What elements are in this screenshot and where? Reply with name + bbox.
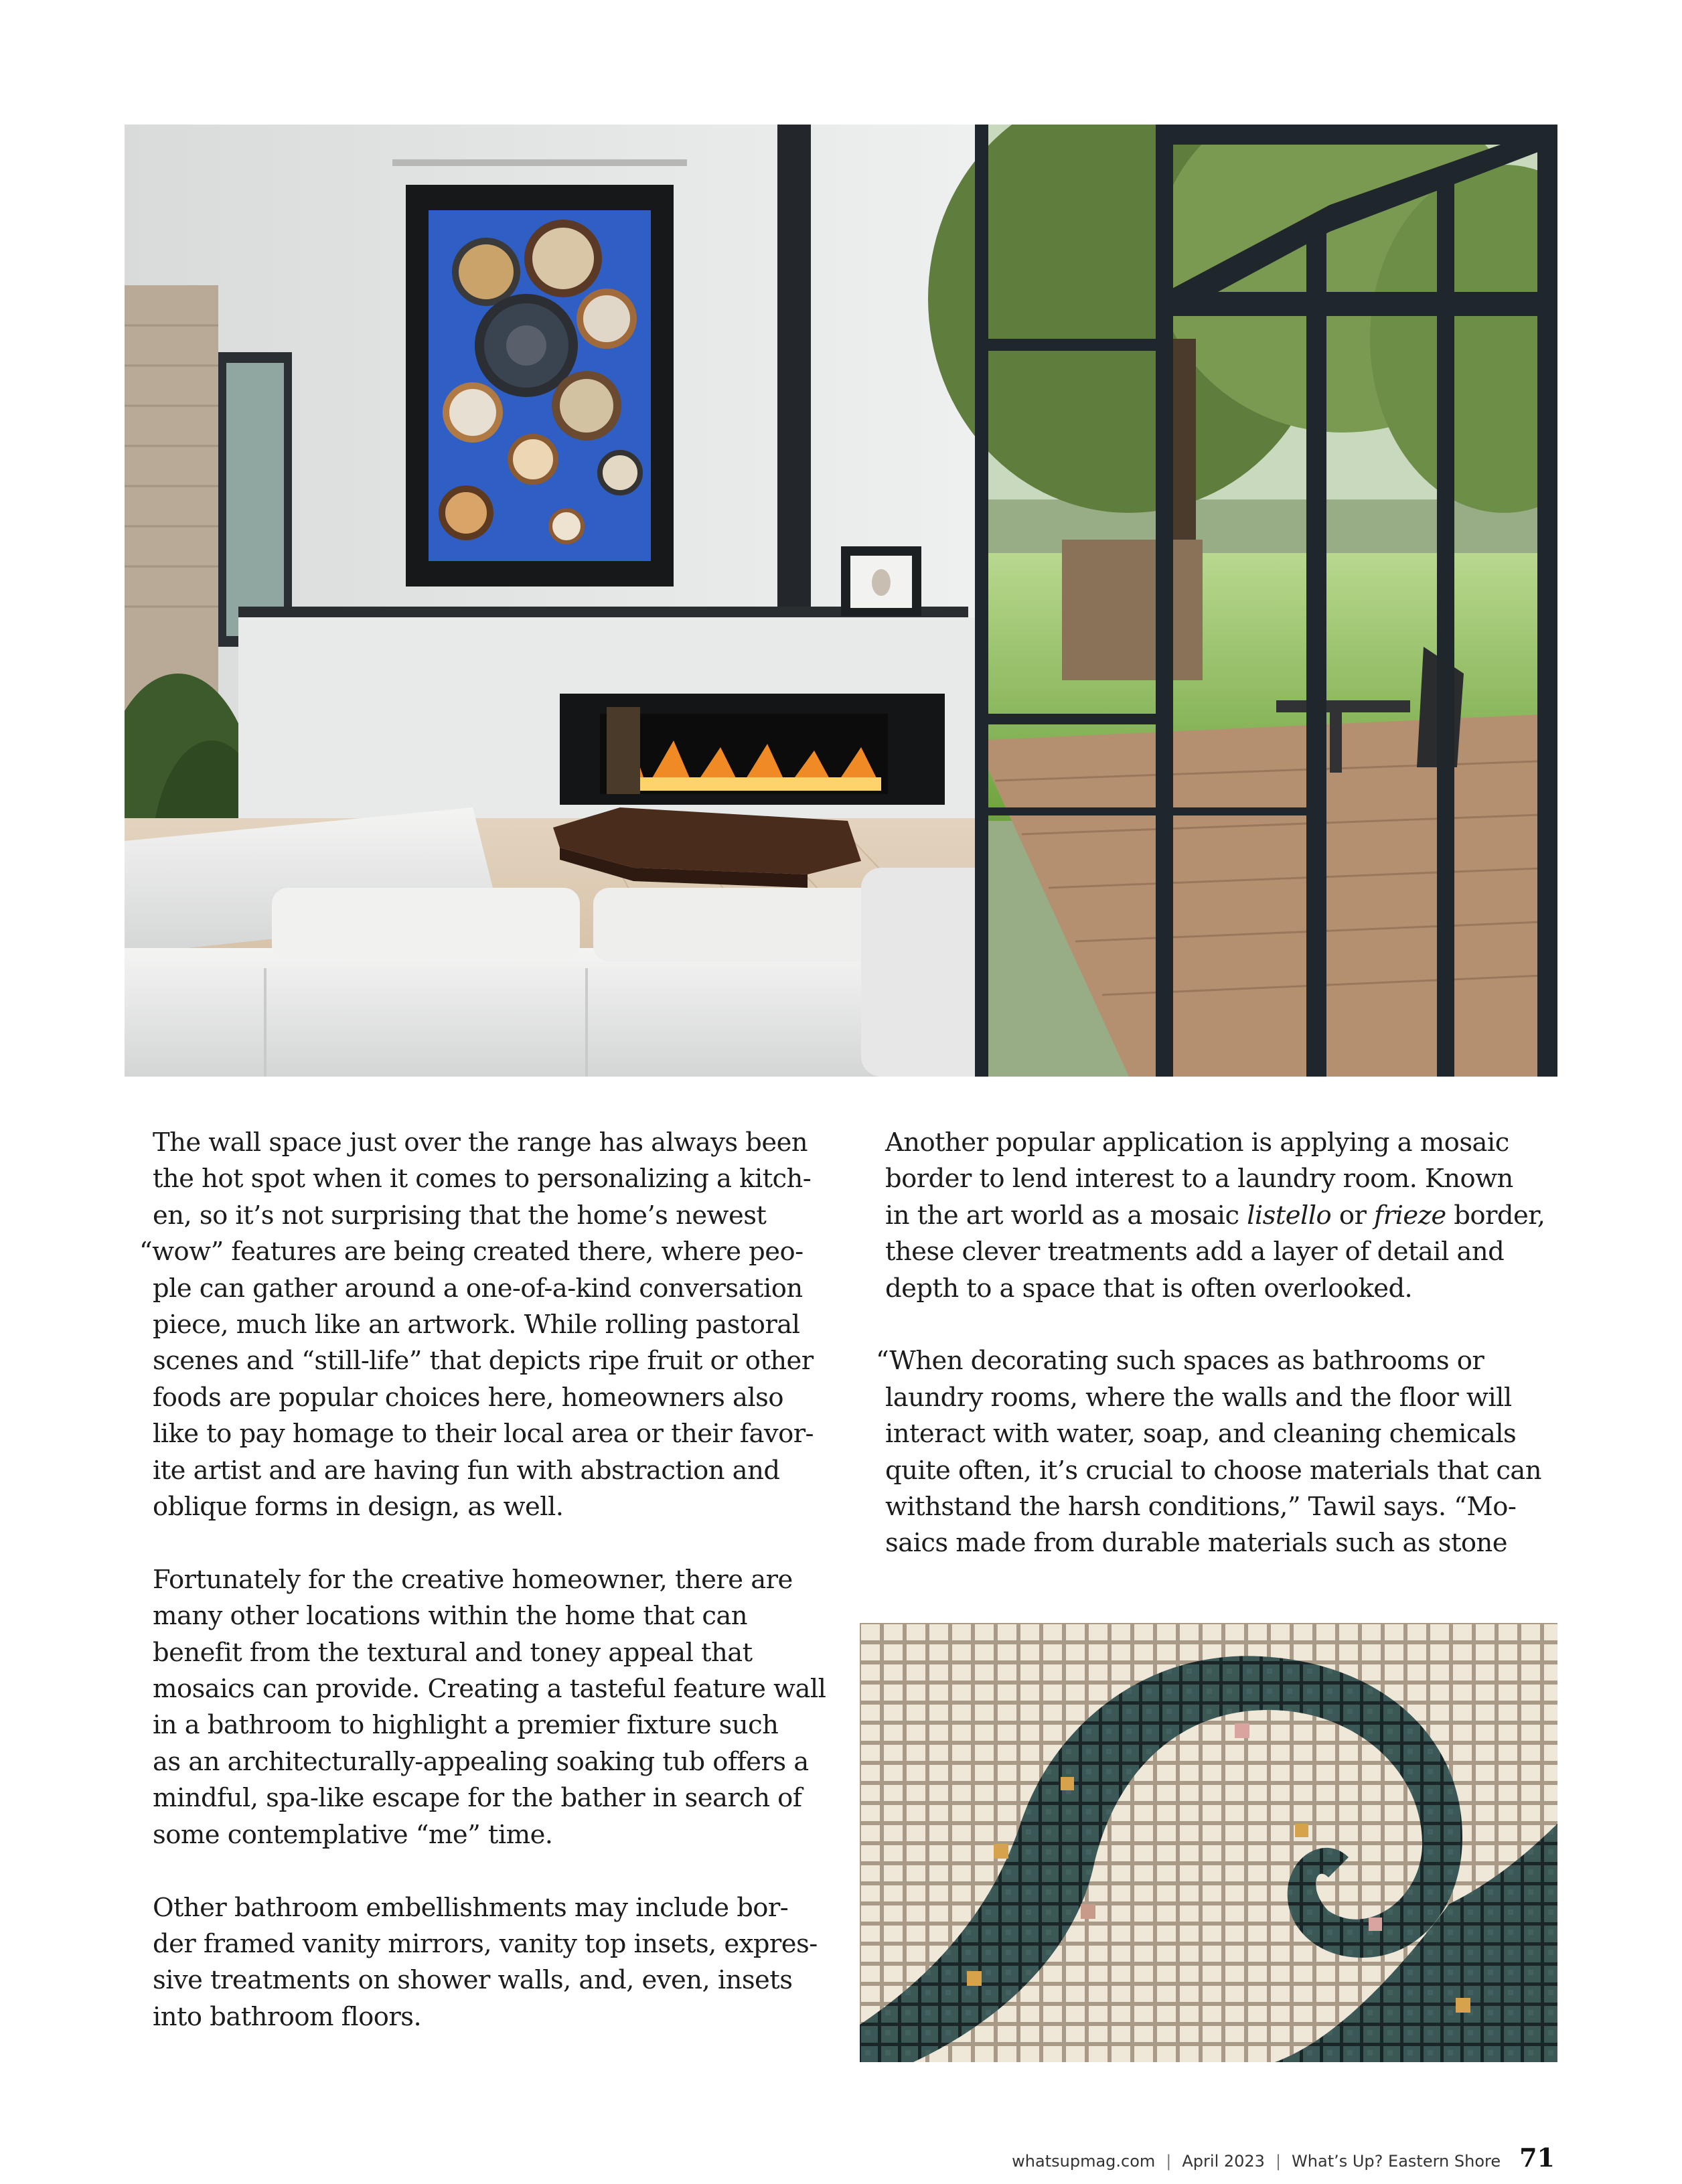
right-text-column [876,1125,1561,1562]
footer-separator: | [1166,2152,1172,2171]
paragraph-laundry-border [885,1125,1561,1307]
living-room-photo [125,125,1557,1077]
text-run: in the art world as a mosaic [885,1200,1247,1231]
text-line: der framed vanity mirrors, vanity top insets, expres- [153,1928,818,1959]
text-line: some contemplative “me” time. [153,1819,553,1850]
text-line: benefit from the textural and toney appeal that [153,1637,753,1668]
text-line: ite artist and are having fun with abstraction and [153,1455,780,1486]
italic-listello: listello [1247,1200,1332,1231]
text-line: piece, much like an artwork. While rolling pastoral [153,1310,800,1340]
text-line: withstand the harsh conditions,” Tawil says. “Mo- [885,1492,1517,1523]
text-line: in a bathroom to highlight a premier fixture such [153,1710,779,1741]
text-line: sive treatments on shower walls, and, even, insets [153,1965,793,1996]
left-text-column [139,1125,829,2035]
text-line: border to lend interest to a laundry room. Known [885,1164,1513,1194]
footer-separator: | [1275,2152,1282,2171]
text-line: as an architecturally-appealing soaking tub offers a [153,1746,809,1777]
living-room-illustration [125,125,1557,1077]
text-line: foods are popular choices here, homeowners also [153,1382,783,1413]
footer-publication: What’s Up? Eastern Shore [1292,2152,1501,2171]
text-line: oblique forms in design, as well. [153,1492,564,1523]
text-line: “When decorating such spaces as bathrooms or [876,1346,1484,1377]
footer-date: April 2023 [1182,2152,1265,2171]
text-line: laundry rooms, where the walls and the floor will [885,1382,1512,1413]
text-line: like to pay homage to their local area or their favor- [153,1419,814,1450]
italic-frieze: frieze [1374,1200,1446,1231]
text-run: or [1331,1200,1375,1231]
text-run: border, [1446,1200,1545,1231]
text-line: ple can gather around a one-of-a-kind conversation [153,1273,803,1304]
wave-mosaic-illustration [860,1623,1557,2062]
text-line: the hot spot when it comes to personalizing a kitch- [153,1164,812,1194]
text-line: saics made from durable materials such as stone [885,1528,1507,1559]
paragraph-other-locations [153,1562,829,1853]
paragraph-bathroom-embellishments [153,1890,829,2036]
paragraph-gap [153,1525,829,1561]
paragraph-tawil-quote [876,1343,1561,1561]
text-line: these clever treatments add a layer of detail and [885,1237,1505,1267]
text-line: many other locations within the home that can [153,1601,748,1632]
text-line: quite often, it’s crucial to choose materials that can [885,1455,1541,1486]
text-line: Fortunately for the creative homeowner, there are [153,1564,793,1595]
page-number: 71 [1519,2142,1555,2173]
footer-site: whatsupmag.com [1012,2152,1156,2171]
text-line: en, so it’s not surprising that the home’s newest [153,1200,767,1231]
text-line: depth to a space that is often overlooked. [885,1273,1413,1304]
text-line: mindful, spa-like escape for the bather in search of [153,1783,802,1814]
text-line: Another popular application is applying a mosaic [885,1127,1509,1158]
page-footer [1012,2142,1555,2173]
paragraph-gap [885,1307,1561,1343]
text-line: interact with water, soap, and cleaning chemicals [885,1419,1517,1450]
paragraph-range-wall [139,1125,829,1525]
text-line: scenes and “still-life” that depicts ripe fruit or other [153,1346,814,1377]
text-line: The wall space just over the range has always been [153,1127,808,1158]
text-line: into bathroom floors. [153,2001,422,2032]
text-line: Other bathroom embellishments may include bor- [153,1892,789,1923]
text-line: “wow” features are being created there, where peo- [139,1237,804,1267]
wave-mosaic-photo [860,1623,1557,2062]
text-line-listello [885,1198,1561,1234]
paragraph-gap [153,1853,829,1889]
text-line: mosaics can provide. Creating a tasteful feature wall [153,1674,826,1705]
